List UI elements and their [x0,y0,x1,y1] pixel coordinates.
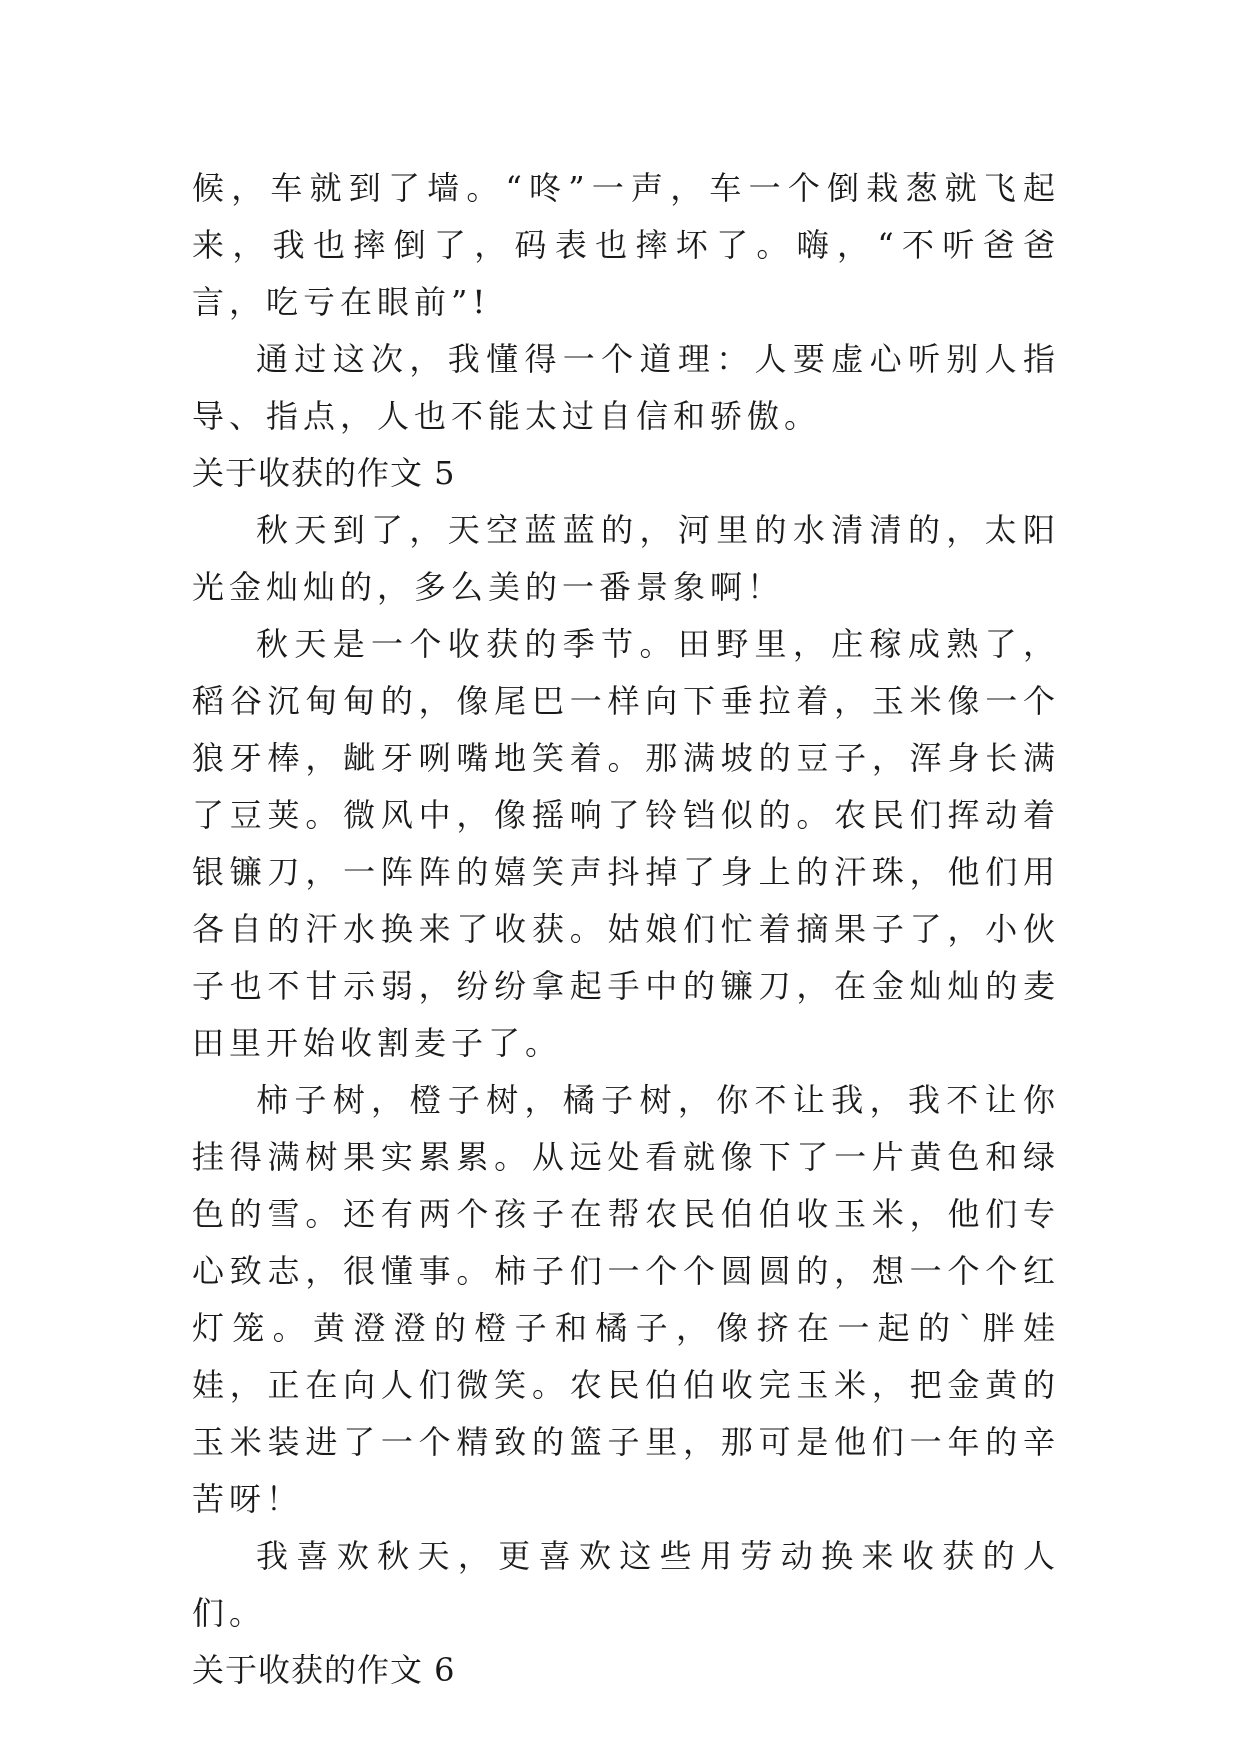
paragraph-conclusion: 我喜欢秋天，更喜欢这些用劳动换来收获的人们。 [192,1537,1060,1632]
paragraph-continuation: 候，车就到了墙。“咚”一声，车一个倒栽葱就飞起来，我也摔倒了，码表也摔坏了。嗨，“不听爸爸言，吃亏在眼前”! [192,169,1060,321]
paragraph-harvest-season: 秋天是一个收获的季节。田野里，庄稼成熟了，稻谷沉甸甸的，像尾巴一样向下垂拉着，玉米像一个狼牙棒，龇牙咧嘴地笑着。那满坡的豆子，浑身长满了豆荚。微风中，像摇响了铃铛似的。农民们挥动着银镰刀，一阵阵的嬉笑声抖掉了身上的汗珠，他们用各自的汗水换来了收获。姑娘们忙着摘果子了，小伙子也不甘示弱，纷纷拿起手中的镰刀，在金灿灿的麦田里开始收割麦子了。 [192,625,1060,1062]
essay-heading-6: 关于收获的作文 6 [192,1651,456,1689]
essay-heading-5: 关于收获的作文 5 [192,454,456,492]
paragraph-autumn-arrives: 秋天到了，天空蓝蓝的，河里的水清清的，太阳光金灿灿的，多么美的一番景象啊！ [192,511,1060,606]
document-body [192,160,1060,1699]
paragraph-lesson: 通过这次，我懂得一个道理：人要虚心听别人指导、指点，人也不能太过自信和骄傲。 [192,340,1060,435]
paragraph-fruit-trees: 柿子树，橙子树，橘子树，你不让我，我不让你挂得满树果实累累。从远处看就像下了一片黄色和绿色的雪。还有两个孩子在帮农民伯伯收玉米，他们专心致志，很懂事。柿子们一个个圆圆的，想一个个红灯笼。黄澄澄的橙子和橘子，像挤在一起的`胖娃娃，正在向人们微笑。农民伯伯收完玉米，把金黄的玉米装进了一个精致的篮子里，那可是他们一年的辛苦呀！ [192,1081,1060,1518]
